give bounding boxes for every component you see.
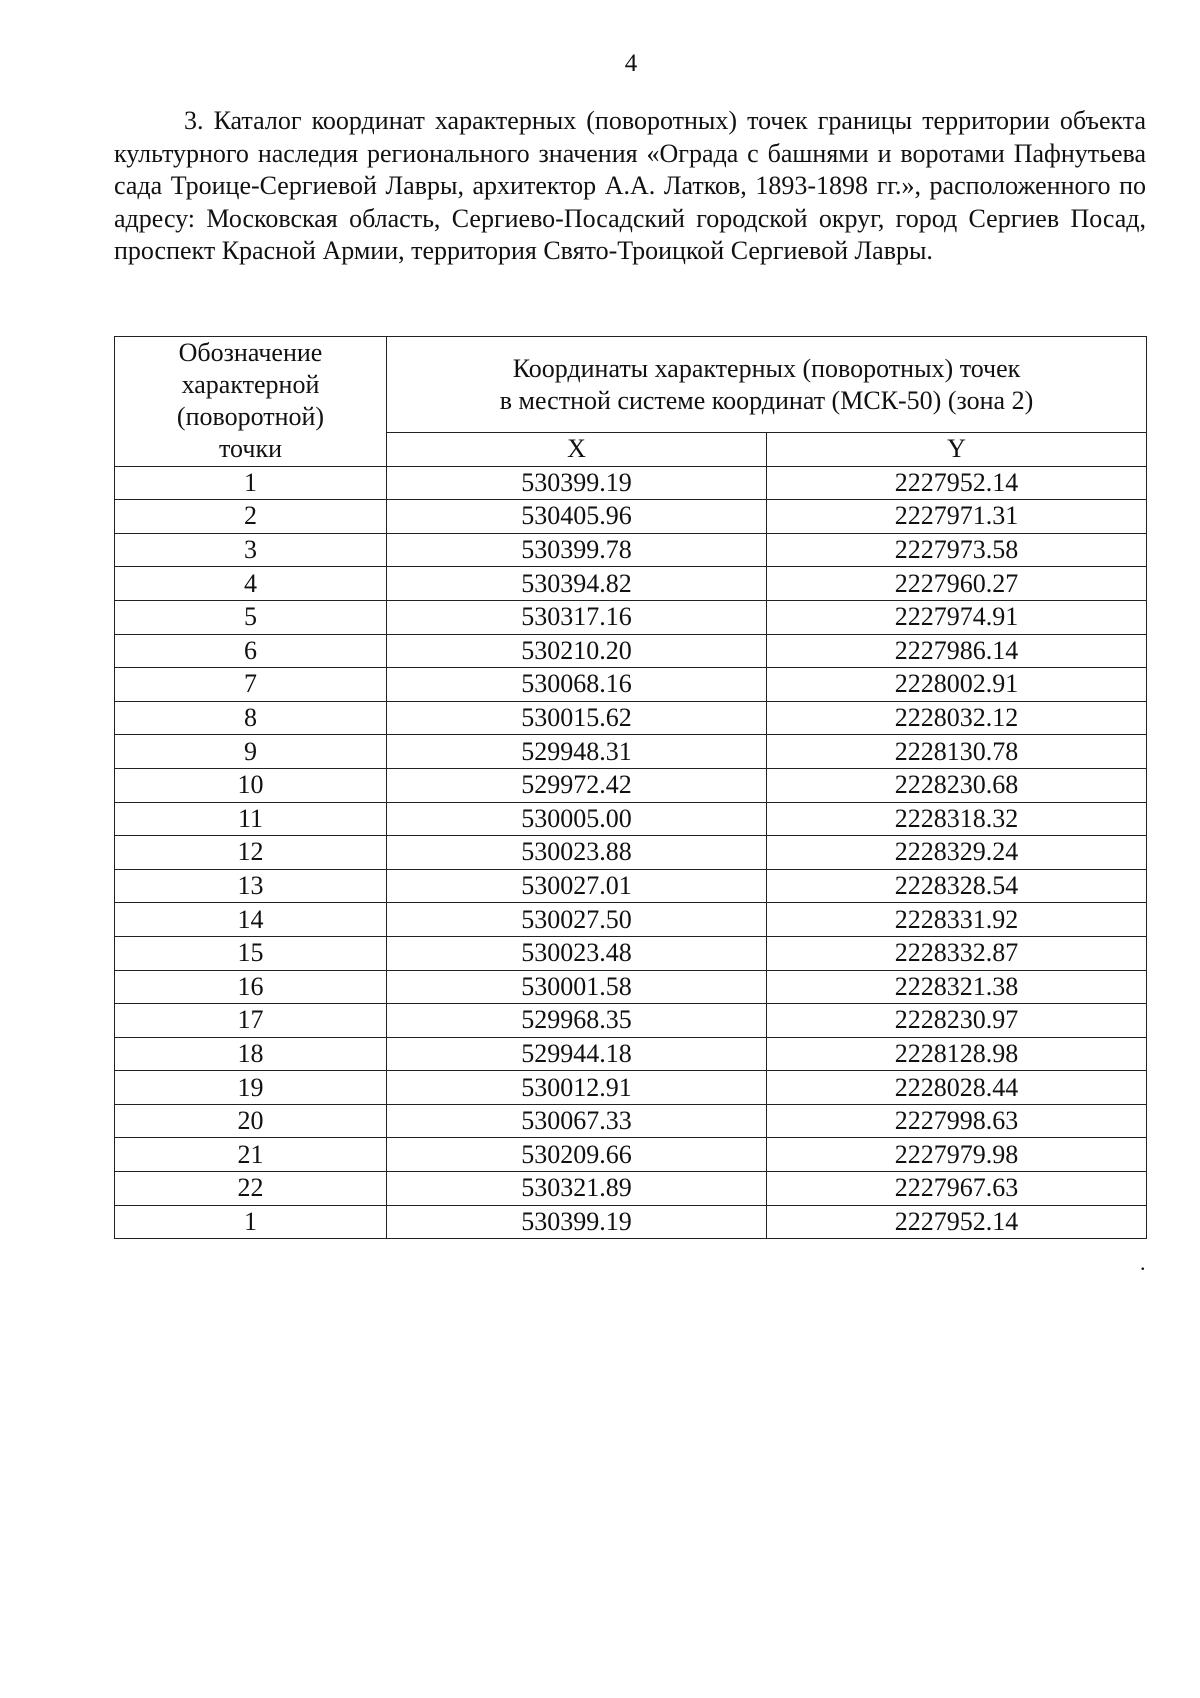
y-cell: 2228028.44 bbox=[767, 1071, 1147, 1105]
x-cell: 530321.89 bbox=[387, 1172, 767, 1206]
intro-paragraph: 3. Каталог координат характерных (поворотных) точек границы территории объекта культурного наследия регионального значения «Ограда с башнями и воротами Пафнутьева сада Троице-Сергиевой Лавры, архитектор А.А. Латков, 1893-1898 гг.», расположенного по адресу: Московская область, Сергиево-Посадский городской округ, город Сергиев Посад, проспект Красной Армии, территория Свято-Троицкой Сергиевой Лавры. bbox=[114, 106, 1146, 265]
y-column-header: Y bbox=[767, 433, 1147, 467]
point-cell: 15 bbox=[115, 936, 387, 970]
table-row bbox=[115, 735, 1147, 769]
point-cell: 2 bbox=[115, 500, 387, 534]
point-cell: 1 bbox=[115, 466, 387, 500]
table-row bbox=[115, 1138, 1147, 1172]
table-row bbox=[115, 970, 1147, 1004]
point-cell: 4 bbox=[115, 567, 387, 601]
coordinates-column-header bbox=[387, 337, 1147, 433]
x-cell: 530399.19 bbox=[387, 1205, 767, 1239]
x-cell: 530001.58 bbox=[387, 970, 767, 1004]
table-row bbox=[115, 936, 1147, 970]
x-cell: 530210.20 bbox=[387, 634, 767, 668]
point-cell: 13 bbox=[115, 869, 387, 903]
y-cell: 2228230.68 bbox=[767, 768, 1147, 802]
x-cell: 529944.18 bbox=[387, 1037, 767, 1071]
point-header-line: точки bbox=[219, 434, 282, 464]
x-cell: 530317.16 bbox=[387, 600, 767, 634]
table-row bbox=[115, 634, 1147, 668]
point-cell: 9 bbox=[115, 735, 387, 769]
point-header-line: характерной bbox=[181, 370, 320, 400]
point-cell: 17 bbox=[115, 1004, 387, 1038]
table-row bbox=[115, 768, 1147, 802]
point-cell: 1 bbox=[115, 1205, 387, 1239]
x-cell: 529948.31 bbox=[387, 735, 767, 769]
x-cell: 530023.48 bbox=[387, 936, 767, 970]
point-cell: 22 bbox=[115, 1172, 387, 1206]
y-cell: 2228332.87 bbox=[767, 936, 1147, 970]
table-row bbox=[115, 1071, 1147, 1105]
y-cell: 2227967.63 bbox=[767, 1172, 1147, 1206]
x-cell: 530012.91 bbox=[387, 1071, 767, 1105]
x-cell: 530394.82 bbox=[387, 567, 767, 601]
y-cell: 2228230.97 bbox=[767, 1004, 1147, 1038]
table-row bbox=[115, 466, 1147, 500]
table-row bbox=[115, 500, 1147, 534]
y-cell: 2227971.31 bbox=[767, 500, 1147, 534]
x-cell: 530068.16 bbox=[387, 668, 767, 702]
point-cell: 18 bbox=[115, 1037, 387, 1071]
coord-header-line: в местной системе координат (МСК-50) (зона 2) bbox=[499, 385, 1034, 415]
y-cell: 2228318.32 bbox=[767, 802, 1147, 836]
point-cell: 21 bbox=[115, 1138, 387, 1172]
table-row bbox=[115, 1037, 1147, 1071]
x-cell: 530015.62 bbox=[387, 701, 767, 735]
x-cell: 530405.96 bbox=[387, 500, 767, 534]
x-cell: 530023.88 bbox=[387, 836, 767, 870]
x-cell: 530209.66 bbox=[387, 1138, 767, 1172]
table-row bbox=[115, 869, 1147, 903]
y-cell: 2228331.92 bbox=[767, 903, 1147, 937]
point-cell: 14 bbox=[115, 903, 387, 937]
x-cell: 530067.33 bbox=[387, 1104, 767, 1138]
y-cell: 2228321.38 bbox=[767, 970, 1147, 1004]
coordinates-table bbox=[114, 336, 1147, 1239]
x-cell: 529972.42 bbox=[387, 768, 767, 802]
point-cell: 10 bbox=[115, 768, 387, 802]
table-row bbox=[115, 836, 1147, 870]
point-cell: 7 bbox=[115, 668, 387, 702]
point-cell: 11 bbox=[115, 802, 387, 836]
x-cell: 530005.00 bbox=[387, 802, 767, 836]
coord-header-line: Координаты характерных (поворотных) точек bbox=[512, 353, 1021, 383]
table-row bbox=[115, 533, 1147, 567]
y-cell: 2227952.14 bbox=[767, 466, 1147, 500]
y-cell: 2227974.91 bbox=[767, 600, 1147, 634]
y-cell: 2227973.58 bbox=[767, 533, 1147, 567]
point-header-line: Обозначение bbox=[178, 338, 323, 368]
x-cell: 530027.50 bbox=[387, 903, 767, 937]
x-cell: 530027.01 bbox=[387, 869, 767, 903]
y-cell: 2228002.91 bbox=[767, 668, 1147, 702]
y-cell: 2228328.54 bbox=[767, 869, 1147, 903]
table-row bbox=[115, 802, 1147, 836]
y-cell: 2228329.24 bbox=[767, 836, 1147, 870]
point-cell: 16 bbox=[115, 970, 387, 1004]
point-cell: 12 bbox=[115, 836, 387, 870]
point-column-header bbox=[115, 337, 387, 467]
y-cell: 2228128.98 bbox=[767, 1037, 1147, 1071]
table-row bbox=[115, 567, 1147, 601]
x-cell: 530399.19 bbox=[387, 466, 767, 500]
y-cell: 2227998.63 bbox=[767, 1104, 1147, 1138]
y-cell: 2228032.12 bbox=[767, 701, 1147, 735]
y-cell: 2227952.14 bbox=[767, 1205, 1147, 1239]
point-cell: 19 bbox=[115, 1071, 387, 1105]
trailing-mark: . bbox=[1140, 1250, 1146, 1275]
table-row bbox=[115, 903, 1147, 937]
page-number: 4 bbox=[624, 50, 638, 77]
table-body bbox=[115, 466, 1147, 1239]
x-cell: 529968.35 bbox=[387, 1004, 767, 1038]
table-row bbox=[115, 1104, 1147, 1138]
table-row bbox=[115, 1172, 1147, 1206]
table-row bbox=[115, 1004, 1147, 1038]
point-cell: 6 bbox=[115, 634, 387, 668]
y-cell: 2227979.98 bbox=[767, 1138, 1147, 1172]
point-cell: 5 bbox=[115, 600, 387, 634]
table-row bbox=[115, 668, 1147, 702]
x-column-header: X bbox=[387, 433, 767, 467]
y-cell: 2227960.27 bbox=[767, 567, 1147, 601]
table-row bbox=[115, 600, 1147, 634]
point-cell: 8 bbox=[115, 701, 387, 735]
point-cell: 3 bbox=[115, 533, 387, 567]
table-row bbox=[115, 701, 1147, 735]
table-row bbox=[115, 1205, 1147, 1239]
x-cell: 530399.78 bbox=[387, 533, 767, 567]
point-cell: 20 bbox=[115, 1104, 387, 1138]
y-cell: 2227986.14 bbox=[767, 634, 1147, 668]
point-header-line: (поворотной) bbox=[176, 402, 325, 432]
y-cell: 2228130.78 bbox=[767, 735, 1147, 769]
